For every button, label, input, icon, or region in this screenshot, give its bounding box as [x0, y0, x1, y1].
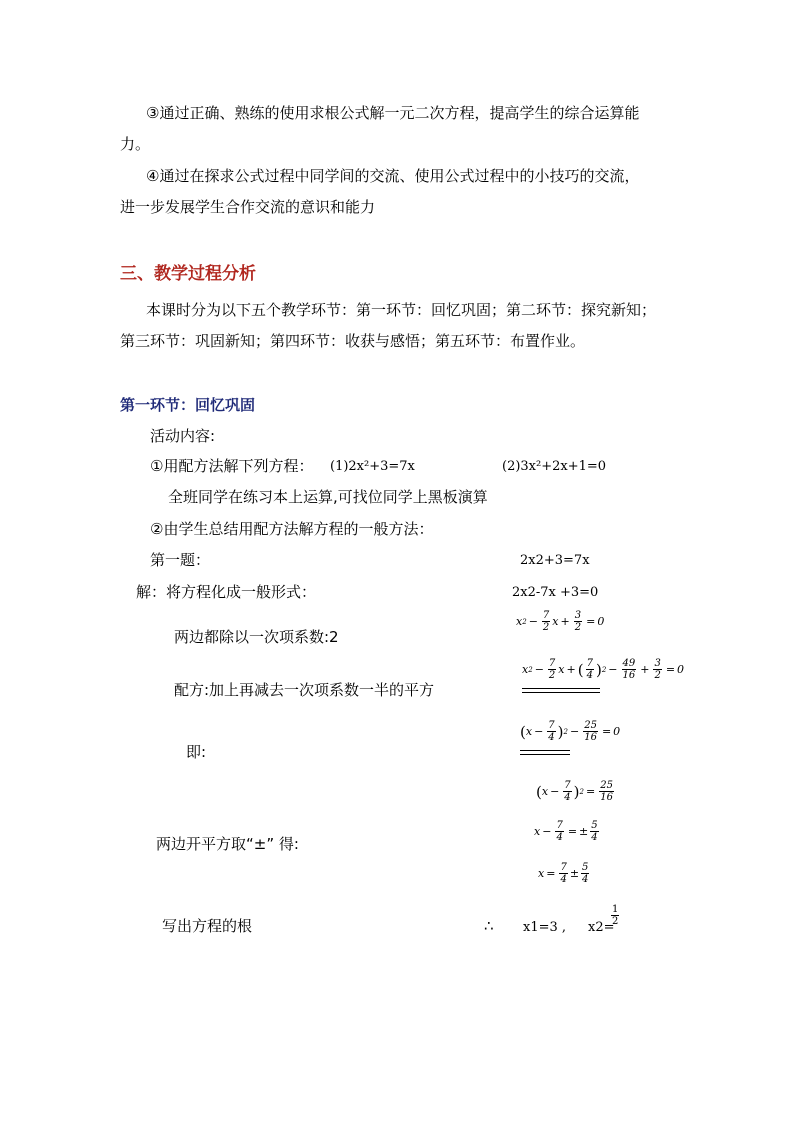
standard-form-equation: 2x2-7x +3=0: [512, 585, 599, 600]
divided-equation: x 2 − $\frac{7}{2}$ x + $\frac{3}{2}$ = 0: [516, 610, 605, 633]
subsection-heading: 第一环节：回忆巩固: [120, 396, 256, 414]
example-equation: 2x2+3=7x: [520, 553, 590, 568]
section-heading: 三、教学过程分析: [120, 264, 256, 284]
section-intro-line2: 第三环节：巩固新知；第四环节：收获与感悟；第五环节：布置作业。: [120, 332, 586, 350]
divide-label: 两边都除以一次项系数:2: [174, 628, 339, 646]
root-1: x1=3 ,: [523, 920, 567, 935]
task1-equation-1: (1)2x²+3=7x: [330, 459, 415, 474]
objective-3-line1: ③通过正确、熟练的使用求根公式解一元二次方程，提高学生的综合运算能: [146, 104, 640, 122]
double-underline: [520, 750, 570, 755]
objective-4-line2: 进一步发展学生合作交流的意识和能力: [120, 198, 376, 216]
namely-label: 即:: [186, 743, 207, 761]
square-root-label: 两边开平方取“±” 得:: [156, 835, 299, 853]
roots-label: 写出方程的根: [162, 917, 253, 935]
activity-label: 活动内容:: [150, 427, 216, 445]
solution-expression: x = $\frac{7}{4}$ ± $\frac{5}{4}$: [538, 862, 589, 885]
task2-text: ②由学生总结用配方法解方程的一般方法：: [150, 520, 434, 538]
example-label: 第一题：: [150, 551, 211, 569]
isolated-square-equation: ( x − $\frac{7}{4}$ ) 2 = $\frac{25}{16}$: [536, 780, 613, 803]
double-underline: [522, 688, 600, 693]
square-form-equation: ( x − $\frac{7}{4}$ ) 2 − $\frac{25}{16}$ = 0: [520, 720, 621, 743]
objective-4-line1: ④通过在探求公式过程中同学间的交流、使用公式过程中的小技巧的交流，: [146, 167, 640, 185]
task1-note: 全班同学在练习本上运算,可找位同学上黑板演算: [168, 488, 488, 506]
square-root-equation: x − $\frac{7}{4}$ = ± $\frac{5}{4}$: [534, 820, 598, 843]
therefore-symbol: ∴: [484, 917, 494, 935]
section-intro-line1: 本课时分为以下五个教学环节：第一环节：回忆巩固；第二环节：探究新知；: [146, 301, 657, 319]
complete-square-label: 配方:加上再减去一次项系数一半的平方: [174, 681, 435, 699]
solve-label: 解：将方程化成一般形式：: [136, 583, 317, 601]
root-2-prefix: x2=: [588, 920, 615, 935]
completed-square-equation: x 2 − $\frac{7}{2}$ x + ( $\frac{7}{4}$ ) 2 − $\frac{49}{16}$ + $\frac{3}{2}$ = 0: [522, 658, 685, 681]
task1-prefix: ①用配方法解下列方程：: [150, 457, 314, 475]
root-2-fraction: $\frac{1}{2}$: [612, 904, 619, 927]
objective-3-line2: 力。: [120, 135, 151, 153]
task1-equation-2: (2)3x²+2x+1=0: [502, 459, 607, 474]
